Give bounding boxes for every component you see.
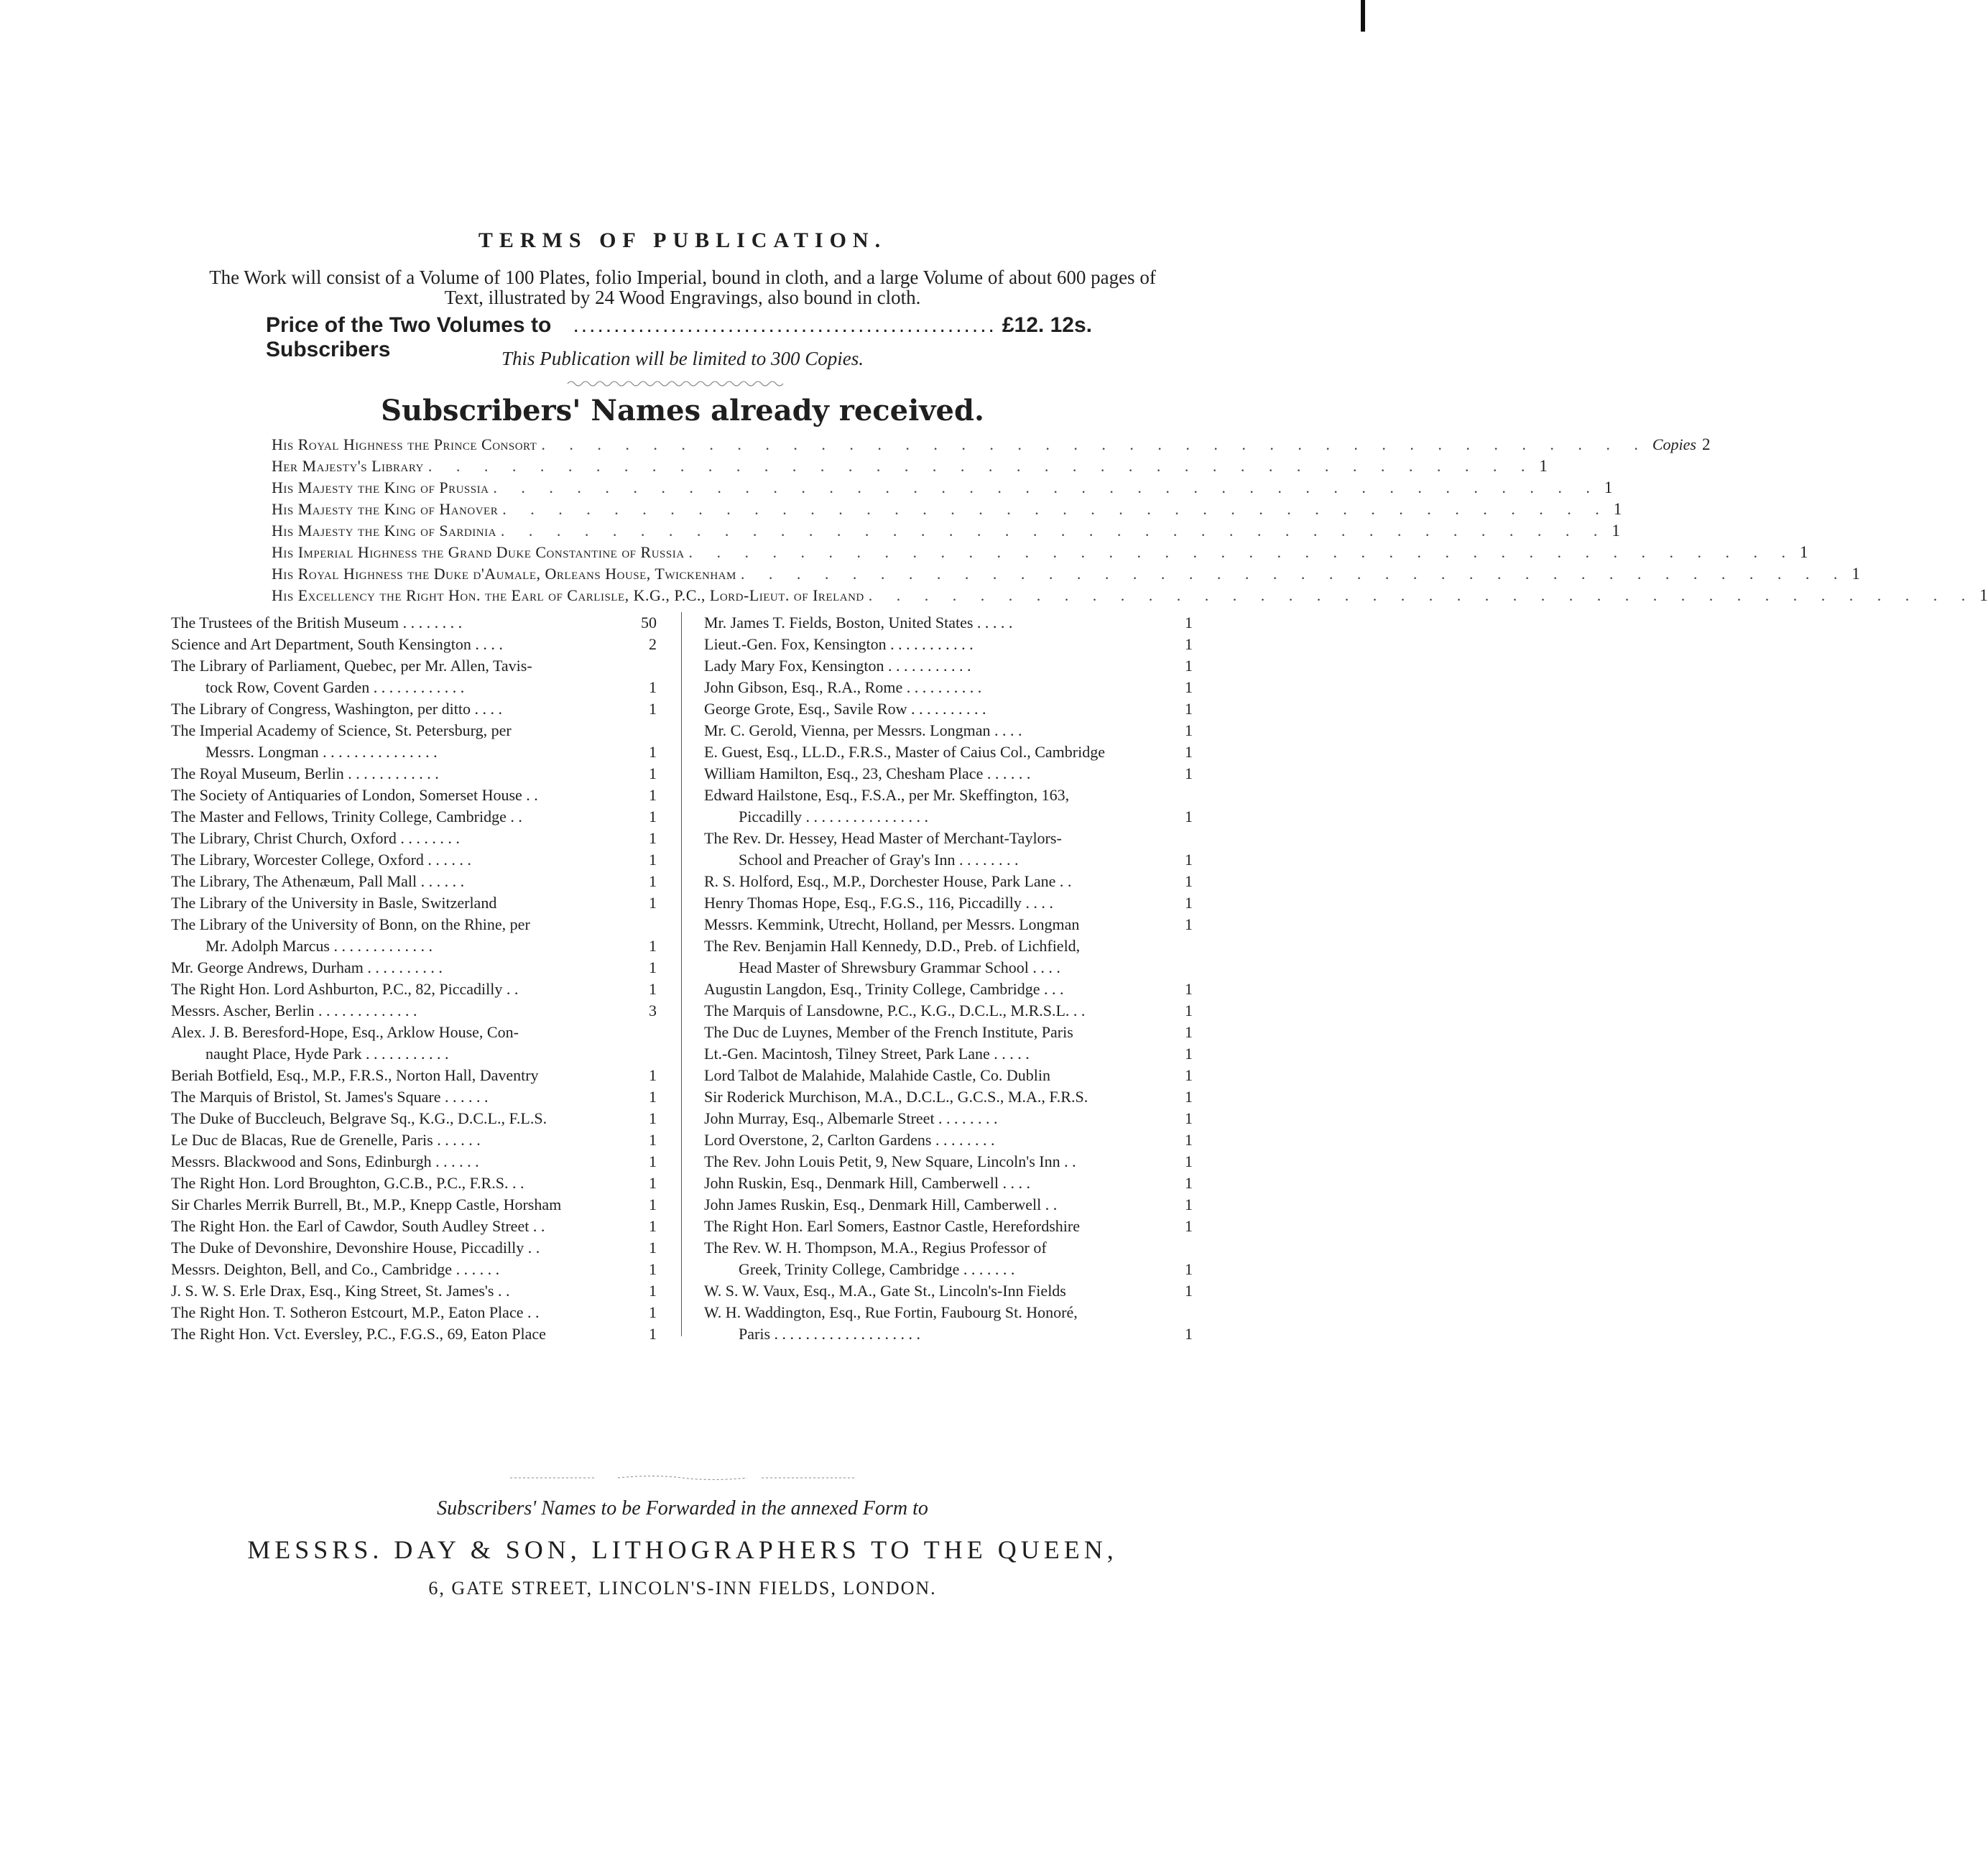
subscriber-name: His Majesty the King of Prussia [272,478,489,496]
copies-count: 1 [1185,1260,1193,1278]
copies-count: 1 [1185,1152,1193,1170]
subscriber-name: Lt.-Gen. Macintosh, Tilney Street, Park Lane . . . . . [704,1045,1030,1063]
subscriber-entry [704,677,1193,698]
subscriber-name: The Duke of Devonshire, Devonshire House, Piccadilly . . [171,1239,540,1257]
copies-count: 1 [1185,1066,1193,1084]
subscriber-name: His Excellency the Right Hon. the Earl of Carlisle, K.G., P.C., Lord-Lieut. of Ireland [272,586,864,604]
subscriber-entry [704,828,1193,871]
subscriber-text [171,871,638,892]
subscriber-name: His Royal Highness the Duke d'Aumale, Orleans House, Twickenham [272,565,736,583]
subscriber-name: Alex. J. B. Beresford-Hope, Esq., Arklow House, Con- [171,1023,519,1041]
subscriber-entry [171,1302,657,1323]
firm-address: 6, GATE STREET, LINCOLN'S-INN FIELDS, LONDON. [428,1578,937,1599]
subscriber-entry [704,1302,1193,1345]
subscriber-text [171,1129,638,1151]
subscriber-entry [171,828,657,849]
subscriber-entry [171,1000,657,1022]
subscriber-text [171,1173,638,1194]
intro-paragraph: The Work will consist of a Volume of 100 Plates, folio Imperial, bound in cloth, and a large Volume of about 600 pages of Text, illustrated by 24 Wood Engravings, also bound in cloth. [209,267,1156,308]
subscriber-entry [171,1151,657,1173]
copies-count: 1 [649,1066,657,1084]
subscriber-entry [704,1022,1193,1043]
subscriber-text [704,785,1174,828]
subscriber-entry [704,1065,1193,1086]
subscriber-text [704,1173,1174,1194]
subscriber-entry [704,698,1193,720]
subscriber-entry [704,1237,1193,1280]
copies-count: 1 [649,1174,657,1192]
subscriber-name: The Rev. W. H. Thompson, M.A., Regius Professor of [704,1239,1047,1257]
subscriber-entry [704,1280,1193,1302]
subscriber-text [704,1043,1174,1065]
copies-count: 2 [649,635,657,653]
royal-subscriber-row [272,586,1988,608]
subscriber-text [704,698,1174,720]
subscriber-name: The Duc de Luynes, Member of the French Institute, Paris [704,1023,1073,1041]
subscriber-name: R. S. Holford, Esq., M.P., Dorchester House, Park Lane . . [704,872,1072,890]
subscriber-text [704,1000,1174,1022]
copies-count: 1 [1185,635,1193,653]
copies-count: 1 [1185,721,1193,739]
subscriber-text [171,1151,638,1173]
subscriber-entry [171,892,657,914]
price-label: Price of the Two Volumes to Subscribers [266,313,552,361]
subscribers-heading: Subscribers' Names already received. [381,394,984,427]
subscriber-text [171,655,638,698]
subscriber-entry [704,935,1193,979]
subscriber-text [171,1259,638,1280]
subscriber-text [171,763,638,785]
copies-count: 1 [1185,1195,1193,1213]
copies-count: 1 [649,1260,657,1278]
subscriber-text [171,1194,638,1216]
subscriber-name: The Library, Christ Church, Oxford . . . . . . . . [171,829,460,847]
copies-count: 1 [1185,1174,1193,1192]
subscriber-entry [171,1173,657,1194]
royal-subscribers-list [272,435,1988,608]
subscriber-text [704,871,1174,892]
copies-count: 1 [1185,1217,1193,1235]
subscriber-name: Messrs. Kemmink, Utrecht, Holland, per Messrs. Longman [704,915,1080,933]
copies-count: 1 [649,1088,657,1106]
copies-count: 1 [1185,678,1193,696]
subscriber-name-continuation: naught Place, Hyde Park . . . . . . . . . . . [205,1045,449,1063]
subscriber-name: The Royal Museum, Berlin . . . . . . . . . . . . [171,764,439,782]
subscriber-name: The Rev. Dr. Hessey, Head Master of Merchant-Taylors- [704,829,1062,847]
subscriber-text [171,957,638,979]
subscriber-entry [171,655,657,698]
subscriber-text [171,1216,638,1237]
subscriber-entry [704,720,1193,741]
left-subscribers-column [171,612,657,1345]
subscriber-name-continuation: Messrs. Longman . . . . . . . . . . . . . . . [205,743,438,761]
subscriber-text [171,1302,638,1323]
subscriber-entry [171,1086,657,1108]
subscriber-entry [171,806,657,828]
copies-count: 1 [1185,700,1193,718]
subscriber-entry [704,1086,1193,1108]
copies-count: 1 [1612,522,1620,540]
copies-count: 1 [1185,980,1193,998]
subscriber-name: The Marquis of Lansdowne, P.C., K.G., D.C.L., M.R.S.L. . . [704,1002,1086,1019]
column-divider [681,612,682,1336]
copies-count: 1 [1185,1045,1193,1063]
subscriber-text [704,655,1174,677]
dot-leader: . . . . . . . . . . . . . . . . . . . . . . . . . . . . . . . . . . . . . . . . [500,522,1608,540]
subscriber-text [171,849,638,871]
subscriber-text [704,892,1174,914]
subscriber-text [171,785,638,806]
subscriber-name: Lady Mary Fox, Kensington . . . . . . . . . . . [704,657,971,675]
subscriber-name: The Right Hon. the Earl of Cawdor, South Audley Street . . [171,1217,545,1235]
copies-count: 1 [1613,500,1622,518]
subscriber-text [704,1280,1174,1302]
subscriber-name: Edward Hailstone, Esq., F.S.A., per Mr. Skeffington, 163, [704,786,1070,804]
subscriber-text [171,1237,638,1259]
copies-count: 1 [649,786,657,804]
subscriber-name-continuation: Mr. Adolph Marcus . . . . . . . . . . . . . [205,937,433,955]
edge-mark [1361,0,1365,32]
subscriber-name: Beriah Botfield, Esq., M.P., F.R.S., Norton Hall, Daventry [171,1066,539,1084]
subscriber-entry [171,1259,657,1280]
subscriber-text [704,1302,1174,1345]
subscriber-name: Science and Art Department, South Kensington . . . . [171,635,503,653]
copies-count: 50 [641,614,657,632]
subscriber-entry [171,1216,657,1237]
subscriber-name: His Royal Highness the Prince Consort [272,435,537,453]
subscriber-name: The Right Hon. Lord Broughton, G.C.B., P.C., F.R.S. . . [171,1174,524,1192]
subscriber-text [704,763,1174,785]
copies-count: 1 [649,1109,657,1127]
subscriber-entry [171,1280,657,1302]
dot-leader: . . . . . . . . . . . . . . . . . . . . . . . . . . . . . . . . . . . . . . . . [740,565,1848,583]
subscriber-name-continuation: Piccadilly . . . . . . . . . . . . . . . . [739,808,928,825]
copies-count: 1 [649,764,657,782]
subscriber-entry [704,741,1193,763]
subscriber-name: Sir Charles Merrik Burrell, Bt., M.P., Knepp Castle, Horsham [171,1195,562,1213]
price-leader: .................................................... [573,313,997,337]
subscriber-name: The Master and Fellows, Trinity College, Cambridge . . [171,808,522,825]
copies-count: 1 [1604,478,1613,496]
subscriber-name: The Imperial Academy of Science, St. Petersburg, per [171,721,512,739]
subscriber-text [171,634,638,655]
forward-note: Subscribers' Names to be Forwarded in the annexed Form to [437,1497,928,1520]
subscriber-name-continuation: Head Master of Shrewsbury Grammar School . . . . [739,958,1060,976]
subscriber-text [171,806,638,828]
copies-count: 1 [1185,915,1193,933]
copies-count: 1 [1851,565,1860,583]
subscriber-name: John Ruskin, Esq., Denmark Hill, Camberwell . . . . [704,1174,1031,1192]
subscriber-name: His Majesty the King of Sardinia [272,522,496,540]
royal-subscriber-row [272,522,1620,543]
subscriber-entry [704,892,1193,914]
subscriber-entry [171,871,657,892]
subscriber-name: The Right Hon. Earl Somers, Eastnor Castle, Herefordshire [704,1217,1080,1235]
subscriber-text [704,914,1174,935]
subscriber-entry [704,634,1193,655]
copies-count: 1 [649,1325,657,1343]
subscriber-name: The Rev. John Louis Petit, 9, New Square, Lincoln's Inn . . [704,1152,1076,1170]
subscriber-name: John Murray, Esq., Albemarle Street . . . . . . . . [704,1109,998,1127]
copies-count: 1 [1185,764,1193,782]
subscriber-text [171,1086,638,1108]
subscriber-name: The Library, Worcester College, Oxford . . . . . . [171,851,471,869]
subscriber-entry [171,1194,657,1216]
subscriber-name: Lord Overstone, 2, Carlton Gardens . . . . . . . . [704,1131,995,1149]
subscriber-text [171,698,638,720]
subscriber-text [704,979,1174,1000]
copies-count: 1 [1185,1131,1193,1149]
subscriber-name: The Library, The Athenæum, Pall Mall . . . . . . [171,872,465,890]
subscriber-entry [171,1129,657,1151]
copies-count: 1 [1185,1282,1193,1300]
subscriber-entry [171,1237,657,1259]
copies-count: 1 [1800,543,1808,561]
subscriber-name: Lord Talbot de Malahide, Malahide Castle, Co. Dublin [704,1066,1050,1084]
copies-count: 1 [649,937,657,955]
copies-label: Copies [1652,435,1696,453]
subscriber-entry [704,763,1193,785]
subscriber-name: The Right Hon. Vct. Eversley, P.C., F.G.S., 69, Eaton Place [171,1325,546,1343]
subscriber-entry [171,720,657,763]
copies-count: 1 [1185,657,1193,675]
subscriber-entry [704,655,1193,677]
subscriber-entry [704,1043,1193,1065]
copies-count: 1 [1185,808,1193,825]
subscriber-name: Henry Thomas Hope, Esq., F.G.S., 116, Piccadilly . . . . [704,894,1053,912]
subscriber-entry [704,979,1193,1000]
copies-count: 1 [649,1282,657,1300]
subscriber-entry [171,785,657,806]
copies-count: 1 [1979,586,1988,604]
copies-count: 1 [649,1303,657,1321]
copies-count: 1 [1185,743,1193,761]
subscriber-text [171,612,638,634]
copies-count: 1 [649,1195,657,1213]
copies-count: 1 [649,1217,657,1235]
copies-count: 1 [649,743,657,761]
copies-count: 1 [649,829,657,847]
subscriber-name: John Gibson, Esq., R.A., Rome . . . . . . . . . . [704,678,982,696]
subscriber-text [704,634,1174,655]
subscriber-text [704,1108,1174,1129]
subscriber-entry [171,1022,657,1065]
royal-subscriber-row [272,500,1622,522]
subscriber-name-continuation: Paris . . . . . . . . . . . . . . . . . . . [739,1325,920,1343]
subscriber-entry [171,612,657,634]
subscriber-name: W. S. W. Vaux, Esq., M.A., Gate St., Lincoln's-Inn Fields [704,1282,1066,1300]
subscriber-name: Lieut.-Gen. Fox, Kensington . . . . . . . . . . . [704,635,974,653]
copies-count: 1 [1185,872,1193,890]
subscriber-text [171,1108,638,1129]
subscriber-name: Mr. C. Gerold, Vienna, per Messrs. Longman . . . . [704,721,1022,739]
subscriber-name: Le Duc de Blacas, Rue de Grenelle, Paris . . . . . . [171,1131,481,1149]
copies-count: 1 [649,678,657,696]
subscriber-text [704,1151,1174,1173]
subscriber-name: Mr. George Andrews, Durham . . . . . . . . . . [171,958,443,976]
subscriber-name: John James Ruskin, Esq., Denmark Hill, Camberwell . . [704,1195,1058,1213]
subscriber-entry [704,1216,1193,1237]
subscriber-entry [171,979,657,1000]
subscriber-text [171,892,638,914]
copies-count: 1 [1185,1088,1193,1106]
dot-leader: . . . . . . . . . . . . . . . . . . . . . . . . . . . . . . . . . . . . . . . . [868,586,1976,604]
subscriber-name: The Right Hon. Lord Ashburton, P.C., 82, Piccadilly . . [171,980,519,998]
copies-count: 1 [649,1131,657,1149]
subscriber-name: Messrs. Deighton, Bell, and Co., Cambridge . . . . . . [171,1260,500,1278]
dot-leader: . . . . . . . . . . . . . . . . . . . . . . . . . . . . . . . . . . . . . . . . [688,543,1796,561]
limited-note: This Publication will be limited to 300 Copies. [501,348,864,369]
copies-count: 1 [649,1152,657,1170]
subscriber-text [171,828,638,849]
subscriber-name: Messrs. Ascher, Berlin . . . . . . . . . . . . . [171,1002,417,1019]
subscriber-entry [704,1173,1193,1194]
copies-count: 1 [649,872,657,890]
subscriber-name: Messrs. Blackwood and Sons, Edinburgh . . . . . . [171,1152,479,1170]
copies-count: 1 [1185,614,1193,632]
subscriber-entry [171,634,657,655]
subscriber-entry [704,1108,1193,1129]
copies-count: 2 [1701,435,1711,453]
subscriber-text [171,1000,638,1022]
copies-count: 1 [1185,894,1193,912]
royal-subscriber-row [272,565,1860,586]
subscriber-name: The Marquis of Bristol, St. James's Square . . . . . . [171,1088,489,1106]
subscriber-name-continuation: tock Row, Covent Garden . . . . . . . . . . . . [205,678,465,696]
subscriber-entry [171,957,657,979]
copies-count: 1 [649,894,657,912]
subscriber-name: The Rev. Benjamin Hall Kennedy, D.D., Preb. of Lichfield, [704,937,1081,955]
subscriber-text [704,1086,1174,1108]
royal-subscriber-row [272,457,1548,478]
subscriber-text [704,612,1174,634]
subscriber-text [171,914,638,957]
right-subscribers-column [704,612,1193,1345]
subscriber-text [704,1022,1174,1043]
subscriber-entry [171,1323,657,1345]
dot-leader: . . . . . . . . . . . . . . . . . . . . . . . . . . . . . . . . . . . . . . . . [541,435,1648,453]
subscriber-name: The Library of the University of Bonn, on the Rhine, per [171,915,530,933]
copies-count: 1 [649,980,657,998]
subscriber-text [704,1237,1174,1280]
subscriber-entry [171,849,657,871]
subscriber-text [171,979,638,1000]
subscriber-entry [704,1194,1193,1216]
dot-leader: . . . . . . . . . . . . . . . . . . . . . . . . . . . . . . . . . . . . . . . . [493,478,1600,496]
subscriber-name: Mr. James T. Fields, Boston, United States . . . . . [704,614,1013,632]
subscriber-name: The Right Hon. T. Sotheron Estcourt, M.P., Eaton Place . . [171,1303,540,1321]
subscriber-entry [704,1151,1193,1173]
subscriber-name: E. Guest, Esq., LL.D., F.R.S., Master of Caius Col., Cambridge [704,743,1105,761]
subscriber-name: George Grote, Esq., Savile Row . . . . . . . . . . [704,700,986,718]
terms-heading: TERMS OF PUBLICATION. [478,228,887,252]
subscriber-text [704,828,1174,871]
subscriber-name: The Society of Antiquaries of London, Somerset House . . [171,786,538,804]
subscriber-name: The Trustees of the British Museum . . . . . . . . [171,614,463,632]
copies-count: 1 [1185,1002,1193,1019]
copies-count: 1 [649,851,657,869]
copies-count: 1 [1185,1325,1193,1343]
subscriber-name-continuation: School and Preacher of Gray's Inn . . . . . . . . [739,851,1019,869]
subscriber-name: Her Majesty's Library [272,457,424,475]
price-amount: £12. 12s. [1002,313,1092,337]
subscriber-entry [704,1000,1193,1022]
subscriber-text [171,720,638,763]
subscriber-name-continuation: Greek, Trinity College, Cambridge . . . . . . . [739,1260,1015,1278]
copies-count: 1 [1539,457,1548,475]
subscriber-name: W. H. Waddington, Esq., Rue Fortin, Faubourg St. Honoré, [704,1303,1078,1321]
subscriber-name: The Duke of Buccleuch, Belgrave Sq., K.G., D.C.L., F.L.S. [171,1109,547,1127]
subscriber-entry [171,1065,657,1086]
subscriber-text [704,741,1174,763]
subscriber-name: Augustin Langdon, Esq., Trinity College, Cambridge . . . [704,980,1064,998]
subscriber-name: William Hamilton, Esq., 23, Chesham Place . . . . . . [704,764,1031,782]
copies-count: 1 [1185,1109,1193,1127]
subscriber-text [171,1065,638,1086]
subscriber-text [704,1194,1174,1216]
royal-subscriber-row [272,478,1613,500]
copies-count: 1 [649,1239,657,1257]
footer-ornament [510,1474,855,1481]
subscriber-entry [704,914,1193,935]
wavy-rule [568,379,783,388]
subscriber-name: His Imperial Highness the Grand Duke Constantine of Russia [272,543,685,561]
dot-leader: . . . . . . . . . . . . . . . . . . . . . . . . . . . . . . . . . . . . . . . . [427,457,1535,475]
subscriber-entry [704,1129,1193,1151]
subscriber-text [704,1216,1174,1237]
subscriber-entry [171,763,657,785]
subscriber-text [704,677,1174,698]
subscriber-entry [171,698,657,720]
subscriber-entry [704,871,1193,892]
subscriber-entry [171,914,657,957]
subscriber-text [704,720,1174,741]
subscriber-text [704,1129,1174,1151]
subscriber-entry [704,785,1193,828]
copies-count: 3 [649,1002,657,1019]
subscriber-text [704,1065,1174,1086]
subscriber-entry [704,612,1193,634]
subscriber-name: J. S. W. S. Erle Drax, Esq., King Street, St. James's . . [171,1282,510,1300]
copies-count: 1 [649,700,657,718]
dot-leader: . . . . . . . . . . . . . . . . . . . . . . . . . . . . . . . . . . . . . . . . [502,500,1609,518]
subscriber-text [171,1280,638,1302]
subscriber-name: His Majesty the King of Hanover [272,500,499,518]
copies-count: 1 [1185,851,1193,869]
subscriber-name: The Library of Congress, Washington, per ditto . . . . [171,700,502,718]
copies-count: 1 [649,958,657,976]
subscriber-entry [171,1108,657,1129]
royal-subscriber-row [272,435,1711,457]
firm-name: MESSRS. DAY & SON, LITHOGRAPHERS TO THE QUEEN, [247,1535,1118,1564]
subscriber-text [704,935,1174,979]
royal-subscriber-row [272,543,1808,565]
subscriber-name: The Library of the University in Basle, Switzerland [171,894,497,912]
copies-count: 1 [649,808,657,825]
copies-count: 1 [1185,1023,1193,1041]
subscriber-name: Sir Roderick Murchison, M.A., D.C.L., G.C.S., M.A., F.R.S. [704,1088,1088,1106]
subscriber-text [171,1022,638,1065]
subscriber-name: The Library of Parliament, Quebec, per Mr. Allen, Tavis- [171,657,532,675]
subscriber-text [171,1323,638,1345]
